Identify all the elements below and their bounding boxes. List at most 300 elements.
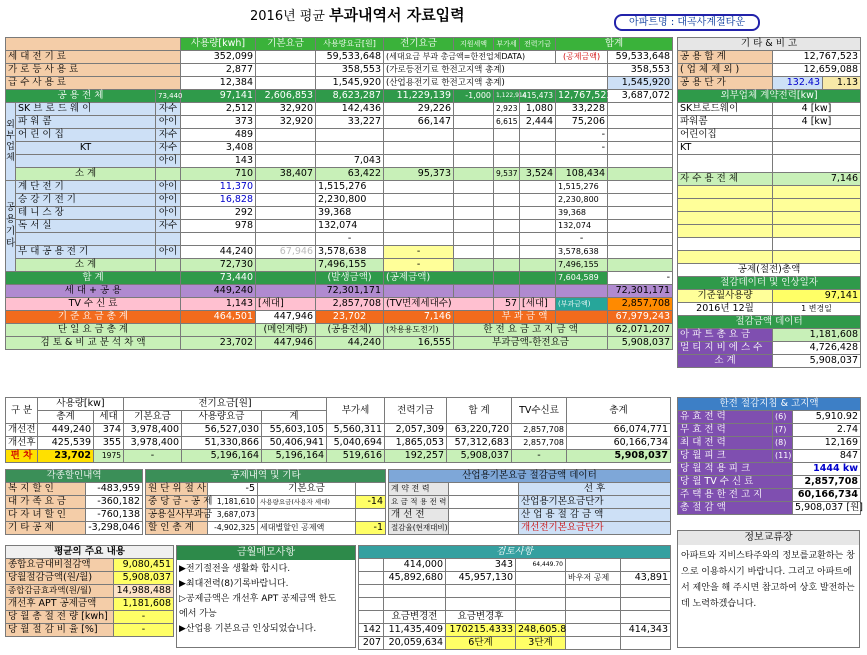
- table-cell: -14: [356, 496, 386, 509]
- table-cell: 부 과 금 액: [494, 311, 556, 324]
- table-cell: TV 수 신 료: [6, 298, 181, 311]
- table-cell: 373: [181, 116, 256, 129]
- table-cell: [454, 259, 494, 272]
- table-cell: 132,074: [316, 220, 384, 233]
- outside-row: [6, 103, 673, 116]
- table-cell: -: [608, 272, 673, 285]
- table-cell: 선 후: [519, 483, 671, 496]
- table-cell: (8): [773, 437, 793, 450]
- table-cell: (7): [773, 424, 793, 437]
- table-cell: 3,687,073: [208, 509, 258, 522]
- table-cell: 공 용 전 체: [6, 90, 156, 103]
- row-common-total: [6, 90, 673, 103]
- table-cell: 검 토 & 비 교 분 석 차 액: [6, 337, 181, 350]
- review-table: [358, 545, 671, 650]
- table-cell: 세대: [94, 411, 124, 424]
- table-cell: [608, 168, 673, 181]
- table-cell: 2,444: [520, 116, 556, 129]
- table-cell: [566, 624, 621, 637]
- table-cell: [454, 142, 494, 155]
- table-cell: 12,767,523: [556, 90, 608, 103]
- table-cell: 한전 절감지침 & 고지액: [678, 398, 861, 411]
- table-cell: 16,828: [181, 194, 256, 207]
- table-cell: 60,166,734: [793, 489, 861, 502]
- table-cell: [454, 116, 494, 129]
- comparison-table: [5, 397, 671, 463]
- table-cell: 4 [kw]: [773, 116, 861, 129]
- table-cell: 기 타 공 제: [6, 522, 86, 535]
- table-cell: 1,515,276: [556, 181, 608, 194]
- table-cell: 당 월 절 감 비 율 [%]: [6, 624, 114, 637]
- table-cell: 기 준 요 금 총 계: [6, 311, 181, 324]
- table-cell: 산업용기본요금 절감금액 데이터: [389, 470, 671, 483]
- table-cell: [773, 238, 861, 251]
- table-cell: ( 업 체 제 외 ): [678, 64, 773, 77]
- table-cell: [256, 285, 316, 298]
- table-cell: [773, 186, 861, 199]
- table-cell: [454, 155, 494, 168]
- table-cell: [608, 181, 673, 194]
- table-cell: 당 월 피 크: [678, 450, 773, 463]
- table-cell: [608, 142, 673, 155]
- table-cell: 가 로 등 사 용 료: [6, 64, 181, 77]
- table-cell: [454, 103, 494, 116]
- table-cell: [608, 233, 673, 246]
- table-cell: 7,146: [773, 173, 861, 186]
- page-title: 2016년 평균 부과내역서 자료입력: [250, 6, 465, 24]
- table-cell: 1,545,920: [608, 77, 673, 90]
- table-cell: 아 파 트 총 요 금: [678, 329, 773, 342]
- table-cell: [621, 598, 671, 611]
- public-row: [6, 220, 673, 233]
- table-cell: 45,892,680: [384, 572, 446, 585]
- table-cell: 3,408: [181, 142, 256, 155]
- table-cell: -: [556, 233, 608, 246]
- table-cell: 아이: [156, 246, 181, 259]
- table-cell: [773, 142, 861, 155]
- table-cell: 6단계: [446, 637, 516, 650]
- table-cell: 3,578,638: [556, 246, 608, 259]
- table-cell: 어린이집: [678, 129, 773, 142]
- table-cell: 55,603,105: [262, 424, 327, 437]
- table-cell: 12,767,523: [773, 51, 861, 64]
- table-cell: 66,147: [384, 116, 454, 129]
- table-cell: [773, 225, 861, 238]
- table-cell: (공제금액): [384, 272, 494, 285]
- table-cell: 5,908,037: [567, 450, 671, 463]
- table-cell: 공용기타: [6, 181, 16, 272]
- table-cell: 59,533,648: [608, 51, 673, 64]
- table-cell: 5,908,037: [608, 337, 673, 350]
- table-cell: [773, 212, 861, 225]
- table-cell: [384, 233, 454, 246]
- table-cell: 1.13: [823, 77, 861, 90]
- row-streetlight: [6, 64, 673, 77]
- table-cell: [608, 207, 673, 220]
- table-cell: 39,368: [316, 207, 384, 220]
- table-cell: 374: [94, 424, 124, 437]
- avg-table: [5, 545, 174, 637]
- table-cell: [256, 220, 316, 233]
- row-grand-total: [6, 272, 673, 285]
- row-water: [6, 77, 673, 90]
- table-cell: 기본요금: [258, 483, 356, 496]
- table-cell: 2,857,708: [512, 424, 567, 437]
- table-cell: -5: [208, 483, 258, 496]
- table-cell: 447,946: [256, 337, 316, 350]
- table-cell: [454, 181, 494, 194]
- table-cell: 12,659,088: [773, 64, 861, 77]
- table-cell: 5,040,694: [327, 437, 385, 450]
- table-cell: [494, 194, 520, 207]
- table-cell: 합 계: [447, 398, 512, 424]
- table-cell: 414,343: [621, 624, 671, 637]
- table-cell: -: [316, 233, 384, 246]
- table-cell: 447,946: [256, 311, 316, 324]
- table-cell: -: [512, 450, 567, 463]
- table-cell: 20,059,634: [384, 637, 446, 650]
- table-cell: 2,857,708: [512, 437, 567, 450]
- table-cell: 3,578,638: [316, 246, 384, 259]
- table-cell: 총계: [38, 411, 94, 424]
- table-cell: 1,143: [181, 298, 256, 311]
- table-cell: 415,473: [520, 90, 556, 103]
- table-cell: [359, 572, 384, 585]
- table-cell: [181, 233, 256, 246]
- streetlight-usage[interactable]: 2,877: [181, 64, 256, 77]
- household-usage[interactable]: 352,099: [181, 51, 256, 64]
- table-cell: [6, 38, 181, 51]
- table-cell: [454, 168, 494, 181]
- table-cell: [454, 194, 494, 207]
- table-cell: KT: [678, 142, 773, 155]
- row-base-fee: [6, 311, 673, 324]
- table-cell: 8,623,287: [316, 90, 384, 103]
- table-cell: 부 대 공 용 전 기: [16, 246, 156, 259]
- table-cell: -: [114, 624, 174, 637]
- table-cell: 358,553: [608, 64, 673, 77]
- table-cell: 전력기금: [385, 398, 447, 424]
- table-cell: 개선전기본요금단가: [519, 522, 671, 535]
- table-cell: [16, 233, 156, 246]
- table-cell: 검토사항: [359, 546, 671, 559]
- table-cell: (차용용도전기): [384, 324, 454, 337]
- table-cell: 할 인 총 계: [146, 522, 208, 535]
- table-cell: 편 차: [6, 450, 38, 463]
- table-cell: [256, 181, 316, 194]
- table-cell: 710: [181, 168, 256, 181]
- table-cell: 부과금액-한전요금: [454, 337, 608, 350]
- table-cell: 51,330,866: [182, 437, 262, 450]
- row-household-common: [6, 285, 673, 298]
- table-cell: 공제내역 및 기타: [146, 470, 386, 483]
- outside-subtotal: [6, 168, 673, 181]
- table-cell: 전기요금[원]: [124, 398, 327, 411]
- table-cell: [566, 637, 621, 650]
- table-cell: 1,080: [520, 103, 556, 116]
- table-cell: -760,138: [86, 509, 143, 522]
- table-cell: 64,449.70: [516, 559, 566, 572]
- table-cell: 192,257: [385, 450, 447, 463]
- table-cell: 44,240: [316, 337, 384, 350]
- table-cell: 기본요금: [124, 411, 182, 424]
- table-cell: 519,616: [327, 450, 385, 463]
- table-cell: [678, 238, 773, 251]
- table-cell: 3,978,400: [124, 424, 182, 437]
- table-cell: 2016년 12월: [678, 303, 773, 316]
- table-cell: 132,074: [556, 220, 608, 233]
- table-cell: 아이: [156, 155, 181, 168]
- table-cell: [494, 207, 520, 220]
- table-cell: 사용량요금: [182, 411, 262, 424]
- table-cell: -483,959: [86, 483, 143, 496]
- main-billing-table: [5, 37, 673, 350]
- table-cell: 1,545,920: [316, 77, 384, 90]
- table-cell: 355: [94, 437, 124, 450]
- table-cell: 5,908,037: [773, 355, 861, 368]
- table-cell: 단 일 요 금 총 계: [6, 324, 181, 337]
- table-cell: [608, 194, 673, 207]
- table-cell: 73,440: [156, 90, 181, 103]
- col-base: 기본요금: [256, 38, 316, 51]
- table-cell: 기준월사용량: [678, 290, 773, 303]
- table-cell: 급 수 사 용 료: [6, 77, 181, 90]
- discount-table: [5, 469, 143, 535]
- table-cell: [520, 285, 556, 298]
- col-support: 지원세액: [454, 38, 494, 51]
- table-cell: [256, 51, 316, 64]
- table-cell: 23,702: [38, 450, 94, 463]
- row-unit-fee: [6, 324, 673, 337]
- table-cell: 1975: [94, 450, 124, 463]
- table-cell: 자수: [156, 142, 181, 155]
- table-cell: -: [124, 450, 182, 463]
- table-cell: [454, 220, 494, 233]
- table-cell: [520, 155, 556, 168]
- table-cell: 공용실사부과금: [146, 509, 208, 522]
- table-cell: 4,726,428: [773, 342, 861, 355]
- col-elec: 전기요금: [384, 38, 454, 51]
- table-cell: [384, 585, 446, 598]
- table-cell: (산업용전기료 한전고지액 총계): [384, 77, 608, 90]
- table-cell: -: [384, 259, 454, 272]
- table-cell: 7,043: [316, 155, 384, 168]
- table-cell: 자수: [156, 220, 181, 233]
- table-cell: 3,687,072: [608, 90, 673, 103]
- table-cell: 39,368: [556, 207, 608, 220]
- table-cell: 개선전: [6, 424, 38, 437]
- table-cell: 73,440: [181, 272, 256, 285]
- monthly-peak-input[interactable]: 847: [793, 450, 861, 463]
- table-cell: 공제(절전)총액: [678, 264, 861, 277]
- table-cell: [520, 272, 556, 285]
- table-cell: [316, 142, 384, 155]
- table-cell: [359, 598, 384, 611]
- table-cell: 57,312,683: [447, 437, 512, 450]
- table-cell: 요금변경전: [384, 611, 446, 624]
- outside-row: [6, 142, 673, 155]
- table-cell: [520, 246, 556, 259]
- after-row: [6, 437, 671, 450]
- table-cell: 파워콤: [678, 116, 773, 129]
- table-cell: [520, 220, 556, 233]
- table-cell: 33,228: [556, 103, 608, 116]
- table-cell: 66,074,771: [567, 424, 671, 437]
- table-cell: 다 자 녀 할 인: [6, 509, 86, 522]
- col-usage: 사용량[kwh]: [181, 38, 256, 51]
- table-cell: 세대별할인 공제액: [258, 522, 356, 535]
- table-cell: [773, 251, 861, 264]
- table-cell: (가로등전기료 한전고지액 총계): [384, 64, 608, 77]
- table-cell: 72,301,171: [608, 285, 673, 298]
- table-cell: [256, 129, 316, 142]
- table-cell: 358,553: [316, 64, 384, 77]
- table-cell: [256, 259, 316, 272]
- table-cell: 평균의 주요 내용: [6, 546, 174, 559]
- table-cell: [494, 259, 520, 272]
- table-cell: [516, 572, 566, 585]
- table-cell: 2,512: [181, 103, 256, 116]
- public-row: [6, 181, 673, 194]
- table-cell: 종합감금효과액(원/월): [6, 585, 114, 598]
- table-cell: [256, 272, 316, 285]
- table-cell: 95,373: [384, 168, 454, 181]
- table-cell: 요금변경후: [446, 611, 516, 624]
- table-cell: 어 린 이 집: [16, 129, 156, 142]
- table-cell: 계 약 전 력: [389, 483, 449, 496]
- table-cell: [384, 155, 454, 168]
- table-cell: 50,406,941: [262, 437, 327, 450]
- table-cell: 세 대 전 기 료: [6, 51, 181, 64]
- table-cell: 978: [181, 220, 256, 233]
- table-cell: 72,301,171: [316, 285, 384, 298]
- table-cell: [454, 311, 494, 324]
- table-cell: -: [114, 611, 174, 624]
- table-cell: [678, 212, 773, 225]
- table-cell: [678, 251, 773, 264]
- table-cell: 32,920: [256, 103, 316, 116]
- table-cell: 75,206: [556, 116, 608, 129]
- table-cell: 5,908,037: [114, 572, 174, 585]
- table-cell: [454, 207, 494, 220]
- table-cell: [181, 324, 256, 337]
- table-cell: [608, 116, 673, 129]
- table-cell: [566, 611, 621, 624]
- table-cell: 유 효 전 력: [678, 411, 773, 424]
- table-cell: 바우저 공제: [566, 572, 621, 585]
- reactive-power-input[interactable]: 2.74: [793, 424, 861, 437]
- table-cell: [359, 559, 384, 572]
- table-cell: -360,182: [86, 496, 143, 509]
- table-cell: 43,891: [621, 572, 671, 585]
- table-cell: 2,923: [494, 103, 520, 116]
- table-cell: 5,196,164: [262, 450, 327, 463]
- table-cell: 207: [359, 637, 384, 650]
- table-cell: 개선후: [6, 437, 38, 450]
- table-cell: [449, 483, 519, 496]
- table-cell: 33,227: [316, 116, 384, 129]
- diff-row: [6, 450, 671, 463]
- public-row: [6, 207, 673, 220]
- std-usage-input[interactable]: 97,141: [773, 290, 861, 303]
- table-cell: 총계: [567, 398, 671, 424]
- table-cell: [494, 246, 520, 259]
- table-cell: 7,496,155: [316, 259, 384, 272]
- table-cell: 파 워 콤: [16, 116, 156, 129]
- table-cell: 자수: [156, 103, 181, 116]
- table-cell: [359, 585, 384, 598]
- table-cell: 1,181,608: [114, 598, 174, 611]
- table-cell: 425,539: [38, 437, 94, 450]
- table-cell: 7,604,589: [556, 272, 608, 285]
- table-cell: 56,527,030: [182, 424, 262, 437]
- table-cell: 개 선 전: [389, 509, 449, 522]
- table-cell: 3,524: [520, 168, 556, 181]
- table-cell: 414,000: [384, 559, 446, 572]
- table-cell: -1,000: [454, 90, 494, 103]
- table-cell: 1,181,608: [773, 329, 861, 342]
- table-cell: [384, 285, 454, 298]
- table-cell: [520, 142, 556, 155]
- table-cell: 44,240: [181, 246, 256, 259]
- table-cell: (공용전체): [316, 324, 384, 337]
- max-power-input[interactable]: 12,169: [793, 437, 861, 450]
- table-cell: 343: [446, 559, 516, 572]
- water-usage[interactable]: 12,384: [181, 77, 256, 90]
- table-cell: [621, 585, 671, 598]
- table-cell: [678, 186, 773, 199]
- table-cell: [608, 246, 673, 259]
- table-cell: 산업용기본요금단가: [519, 496, 671, 509]
- table-cell: [384, 207, 454, 220]
- table-cell: [516, 585, 566, 598]
- industry-table: [388, 469, 671, 535]
- table-cell: [256, 142, 316, 155]
- table-cell: 5,908,037: [447, 450, 512, 463]
- table-cell: 5,560,311: [327, 424, 385, 437]
- table-cell: 67,946: [256, 246, 316, 259]
- table-cell: (11): [773, 450, 793, 463]
- table-cell: [566, 598, 621, 611]
- table-cell: [256, 155, 316, 168]
- table-cell: 2,857,708: [316, 298, 384, 311]
- table-cell: 11,370: [181, 181, 256, 194]
- table-cell: [621, 637, 671, 650]
- table-cell: 부가세: [327, 398, 385, 424]
- table-cell: 67,979,243: [608, 311, 673, 324]
- table-cell: 자 수 용 전 체: [678, 173, 773, 186]
- table-cell: [516, 611, 566, 624]
- table-cell: 각종할인내역: [6, 470, 143, 483]
- active-power-input[interactable]: 5,910.92: [793, 411, 861, 424]
- table-cell: 1,865,053: [385, 437, 447, 450]
- table-cell: [494, 272, 520, 285]
- table-cell: [608, 155, 673, 168]
- table-cell: [566, 585, 621, 598]
- table-cell: 489: [181, 129, 256, 142]
- table-cell: 공 용 합 계: [678, 51, 773, 64]
- table-cell: [773, 155, 861, 173]
- table-cell: 2,057,309: [385, 424, 447, 437]
- table-cell: [678, 155, 773, 173]
- table-cell: [세대]: [520, 298, 556, 311]
- table-cell: 소 계: [16, 259, 156, 272]
- table-cell: 공 용 단 가: [678, 77, 773, 90]
- table-cell: [494, 155, 520, 168]
- table-cell: [621, 611, 671, 624]
- table-cell: 구 분: [6, 398, 38, 424]
- right-panel-table: [677, 37, 861, 368]
